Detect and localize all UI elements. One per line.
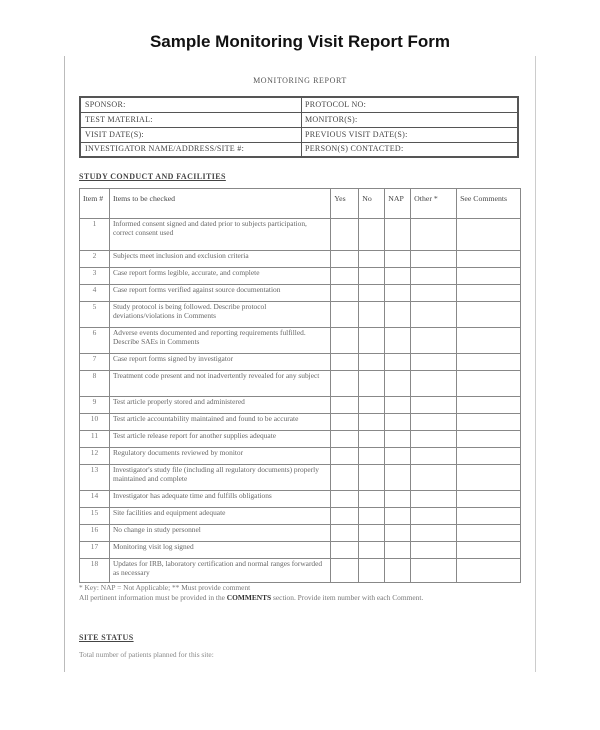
table-row (80, 354, 521, 371)
yes-cell[interactable] (331, 508, 359, 525)
yes-cell[interactable] (331, 414, 359, 431)
col-other: Other * (411, 189, 457, 219)
row-number: 10 (80, 414, 110, 431)
sponsor-label: SPONSOR: (85, 100, 126, 109)
comments-cell[interactable] (457, 397, 521, 414)
row-number: 5 (80, 302, 110, 328)
other-cell[interactable] (411, 525, 457, 542)
visit-dates-label: VISIT DATE(S): (85, 130, 144, 139)
header-info-table (79, 96, 519, 158)
other-cell[interactable] (411, 448, 457, 465)
table-row (80, 559, 521, 583)
row-item-text: Case report forms legible, accurate, and complete (109, 268, 330, 285)
site-status-heading: SITE STATUS (79, 633, 134, 642)
comments-cell[interactable] (457, 285, 521, 302)
comments-cell[interactable] (457, 219, 521, 251)
col-see-comments: See Comments (457, 189, 521, 219)
nap-cell[interactable] (385, 302, 411, 328)
col-items-to-check: Items to be checked (109, 189, 330, 219)
no-cell[interactable] (359, 542, 385, 559)
table-row (80, 251, 521, 268)
comments-cell[interactable] (457, 251, 521, 268)
comments-cell[interactable] (457, 448, 521, 465)
col-no: No (359, 189, 385, 219)
row-number: 17 (80, 542, 110, 559)
nap-cell[interactable] (385, 491, 411, 508)
row-number: 16 (80, 525, 110, 542)
row-item-text: Test article accountability maintained and found to be accurate (109, 414, 330, 431)
row-item-text: Updates for IRB, laboratory certification and normal ranges forwarded as necessary (109, 559, 330, 583)
row-item-text: Study protocol is being followed. Describe protocol deviations/violations in Comments (109, 302, 330, 328)
nap-cell[interactable] (385, 414, 411, 431)
comments-cell[interactable] (457, 302, 521, 328)
col-yes: Yes (331, 189, 359, 219)
comments-cell[interactable] (457, 559, 521, 583)
previous-visit-dates-label: PREVIOUS VISIT DATE(S): (305, 130, 408, 139)
row-number: 18 (80, 559, 110, 583)
yes-cell[interactable] (331, 465, 359, 491)
row-item-text: Treatment code present and not inadvertently revealed for any subject (109, 371, 330, 397)
row-item-text: Test article properly stored and administered (109, 397, 330, 414)
row-number: 1 (80, 219, 110, 251)
row-item-text: Regulatory documents reviewed by monitor (109, 448, 330, 465)
page-title: Sample Monitoring Visit Report Form (149, 32, 451, 51)
yes-cell[interactable] (331, 371, 359, 397)
no-cell[interactable] (359, 251, 385, 268)
other-cell[interactable] (411, 542, 457, 559)
row-number: 3 (80, 268, 110, 285)
other-cell[interactable] (411, 268, 457, 285)
row-item-text: Site facilities and equipment adequate (109, 508, 330, 525)
comments-cell[interactable] (457, 525, 521, 542)
footnote-key: * Key: NAP = Not Applicable; ** Must provide comment (79, 583, 251, 592)
row-number: 6 (80, 328, 110, 354)
col-item: Item # (80, 189, 110, 219)
no-cell[interactable] (359, 414, 385, 431)
table-row (80, 219, 521, 251)
other-cell[interactable] (411, 491, 457, 508)
section-heading: STUDY CONDUCT AND FACILITIES (79, 172, 226, 181)
investigator-label: INVESTIGATOR NAME/ADDRESS/SITE #: (85, 144, 245, 153)
comments-cell[interactable] (457, 354, 521, 371)
nap-cell[interactable] (385, 219, 411, 251)
table-row (80, 508, 521, 525)
yes-cell[interactable] (331, 354, 359, 371)
row-item-text: Informed consent signed and dated prior to subjects participation, correct consent used (109, 219, 330, 251)
table-row (80, 542, 521, 559)
comments-cell[interactable] (457, 431, 521, 448)
yes-cell[interactable] (331, 268, 359, 285)
comments-cell[interactable] (457, 371, 521, 397)
table-row (80, 397, 521, 414)
table-row (80, 431, 521, 448)
no-cell[interactable] (359, 219, 385, 251)
other-cell[interactable] (411, 465, 457, 491)
yes-cell[interactable] (331, 559, 359, 583)
comments-cell[interactable] (457, 328, 521, 354)
table-header-row (80, 189, 521, 219)
comments-cell[interactable] (457, 491, 521, 508)
no-cell[interactable] (359, 491, 385, 508)
nap-cell[interactable] (385, 397, 411, 414)
document-title: MONITORING REPORT (253, 76, 347, 85)
table-row (80, 491, 521, 508)
table-row (80, 302, 521, 328)
nap-cell[interactable] (385, 465, 411, 491)
yes-cell[interactable] (331, 431, 359, 448)
other-cell[interactable] (411, 285, 457, 302)
yes-cell[interactable] (331, 328, 359, 354)
row-item-text: No change in study personnel (109, 525, 330, 542)
row-item-text: Case report forms signed by investigator (109, 354, 330, 371)
nap-cell[interactable] (385, 354, 411, 371)
yes-cell[interactable] (331, 251, 359, 268)
other-cell[interactable] (411, 371, 457, 397)
no-cell[interactable] (359, 448, 385, 465)
nap-cell[interactable] (385, 525, 411, 542)
no-cell[interactable] (359, 559, 385, 583)
row-number: 9 (80, 397, 110, 414)
checklist-table (79, 188, 521, 583)
nap-cell[interactable] (385, 508, 411, 525)
row-item-text: Adverse events documented and reporting requirements fulfilled. Describe SAEs in Comments (109, 328, 330, 354)
yes-cell[interactable] (331, 397, 359, 414)
nap-cell[interactable] (385, 328, 411, 354)
yes-cell[interactable] (331, 525, 359, 542)
row-number: 8 (80, 371, 110, 397)
comments-cell[interactable] (457, 268, 521, 285)
row-number: 11 (80, 431, 110, 448)
other-cell[interactable] (411, 397, 457, 414)
other-cell[interactable] (411, 508, 457, 525)
yes-cell[interactable] (331, 491, 359, 508)
protocol-no-label: PROTOCOL NO: (305, 100, 367, 109)
other-cell[interactable] (411, 354, 457, 371)
row-number: 7 (80, 354, 110, 371)
col-nap: NAP (385, 189, 411, 219)
no-cell[interactable] (359, 431, 385, 448)
table-row (80, 448, 521, 465)
yes-cell[interactable] (331, 542, 359, 559)
row-number: 15 (80, 508, 110, 525)
yes-cell[interactable] (331, 302, 359, 328)
row-number: 2 (80, 251, 110, 268)
other-cell[interactable] (411, 559, 457, 583)
row-number: 12 (80, 448, 110, 465)
no-cell[interactable] (359, 525, 385, 542)
row-number: 14 (80, 491, 110, 508)
comments-cell[interactable] (457, 508, 521, 525)
no-cell[interactable] (359, 302, 385, 328)
no-cell[interactable] (359, 465, 385, 491)
row-item-text: Case report forms verified against source documentation (109, 285, 330, 302)
no-cell[interactable] (359, 397, 385, 414)
row-number: 13 (80, 465, 110, 491)
comments-cell[interactable] (457, 414, 521, 431)
row-item-text: Investigator's study file (including all regulatory documents) properly maintained and complete (109, 465, 330, 491)
other-cell[interactable] (411, 219, 457, 251)
table-row (80, 268, 521, 285)
nap-cell[interactable] (385, 251, 411, 268)
no-cell[interactable] (359, 285, 385, 302)
no-cell[interactable] (359, 268, 385, 285)
yes-cell[interactable] (331, 448, 359, 465)
table-row (80, 285, 521, 302)
other-cell[interactable] (411, 431, 457, 448)
test-material-label: TEST MATERIAL: (85, 115, 153, 124)
table-row (80, 371, 521, 397)
no-cell[interactable] (359, 371, 385, 397)
nap-cell[interactable] (385, 448, 411, 465)
row-item-text: Investigator has adequate time and fulfills obligations (109, 491, 330, 508)
monitors-label: MONITOR(S): (305, 115, 358, 124)
footnote-comments: All pertinent information must be provided in the COMMENTS section. Provide item number with each Comment. (79, 593, 424, 602)
nap-cell[interactable] (385, 268, 411, 285)
table-row (80, 414, 521, 431)
other-cell[interactable] (411, 251, 457, 268)
nap-cell[interactable] (385, 542, 411, 559)
report-form-paper (64, 56, 536, 672)
yes-cell[interactable] (331, 285, 359, 302)
comments-cell[interactable] (457, 465, 521, 491)
yes-cell[interactable] (331, 219, 359, 251)
row-item-text: Monitoring visit log signed (109, 542, 330, 559)
row-item-text: Subjects meet inclusion and exclusion criteria (109, 251, 330, 268)
nap-cell[interactable] (385, 371, 411, 397)
row-item-text: Test article release report for another supplies adequate (109, 431, 330, 448)
nap-cell[interactable] (385, 559, 411, 583)
no-cell[interactable] (359, 508, 385, 525)
table-row (80, 465, 521, 491)
other-cell[interactable] (411, 414, 457, 431)
nap-cell[interactable] (385, 285, 411, 302)
other-cell[interactable] (411, 328, 457, 354)
nap-cell[interactable] (385, 431, 411, 448)
no-cell[interactable] (359, 328, 385, 354)
row-number: 4 (80, 285, 110, 302)
no-cell[interactable] (359, 354, 385, 371)
site-status-line: Total number of patients planned for this site: (79, 650, 214, 659)
comments-cell[interactable] (457, 542, 521, 559)
other-cell[interactable] (411, 302, 457, 328)
table-row (80, 525, 521, 542)
persons-contacted-label: PERSON(S) CONTACTED: (305, 144, 404, 153)
table-row (80, 328, 521, 354)
